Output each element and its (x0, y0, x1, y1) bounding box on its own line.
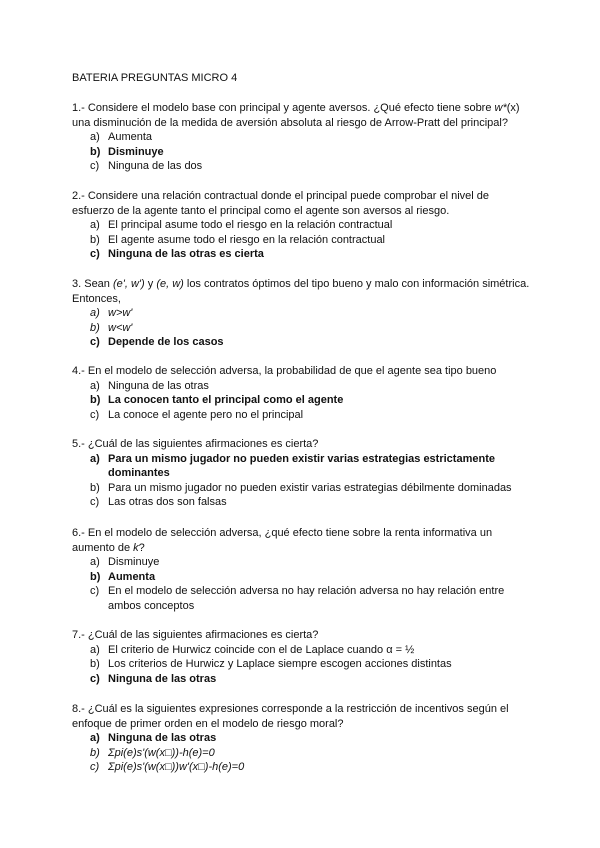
question-4-option-a: a) Ninguna de las otras (90, 379, 209, 392)
question-8-option-c: c) Σpi(e)s'(w(x□))w'(x□)-h(e)=0 (90, 761, 245, 774)
question-6-options (72, 555, 532, 613)
question-6-option-c: c) En el modelo de selección adversa no hay relación adversa no hay relación entre ambos conceptos (90, 585, 505, 612)
question-3-stem: 3. Sean (e', w') y (e, w) los contratos óptimos del tipo bueno y malo con información simétrica. Entonces, (72, 278, 530, 305)
question-1-stem: 1.- Considere el modelo base con principal y agente aversos. ¿Qué efecto tiene sobre w*(x) una disminución de la medida de aversión absoluta al riesgo de Arrow-Pratt del principal? (72, 102, 520, 129)
question-7-stem: 7.- ¿Cuál de las siguientes afirmaciones es cierta? (72, 629, 319, 641)
question-6-option-b: b) Aumenta (90, 570, 156, 583)
question-1-option-b: b) Disminuye (90, 145, 164, 158)
question-2-stem: 2.- Considere una relación contractual donde el principal puede comprobar el nivel de esfuerzo de la agente tanto el principal como el agente son aversos al riesgo. (72, 190, 490, 217)
question-3-option-a: a) w>w' (90, 307, 133, 320)
question-6-stem: 6.- En el modelo de selección adversa, ¿qué efecto tiene sobre la renta informativa un aumento de k? (72, 527, 493, 554)
question-3-option-b: b) w<w' (90, 321, 133, 334)
question-3 (72, 277, 532, 350)
question-3-options (72, 306, 532, 350)
question-8-option-a: a) Ninguna de las otras (90, 732, 217, 745)
question-1-options (72, 130, 532, 174)
question-7-option-b: b) Los criterios de Hurwicz y Laplace siempre escogen acciones distintas (90, 658, 452, 671)
question-8-options (72, 731, 532, 775)
question-4-option-b: b) La conocen tanto el principal como el agente (90, 394, 344, 407)
question-5-options (72, 452, 532, 510)
question-7 (72, 628, 532, 686)
question-4-option-c: c) La conoce el agente pero no el principal (90, 408, 304, 421)
question-4-stem: 4.- En el modelo de selección adversa, la probabilidad de que el agente sea tipo bueno (72, 365, 497, 377)
question-7-options (72, 643, 532, 687)
question-2-options (72, 218, 532, 262)
question-1-option-a: a) Aumenta (90, 131, 153, 144)
question-5-option-c: c) Las otras dos son falsas (90, 496, 227, 509)
question-8-stem: 8.- ¿Cuál es la siguientes expresiones corresponde a la restricción de incentivos según el enfoque de primer orden en el modelo de riesgo moral? (72, 703, 509, 730)
question-4-options (72, 379, 532, 423)
question-2-option-a: a) El principal asume todo el riesgo en la relación contractual (90, 219, 393, 232)
question-8-option-b: b) Σpi(e)s'(w(x□))-h(e)=0 (90, 746, 215, 759)
question-3-option-c: c) Depende de los casos (90, 336, 224, 349)
question-6 (72, 526, 532, 614)
question-8 (72, 702, 532, 775)
question-2-option-c: c) Ninguna de las otras es cierta (90, 248, 264, 261)
question-2 (72, 189, 532, 262)
question-1-option-c: c) Ninguna de las dos (90, 160, 203, 173)
question-5 (72, 437, 532, 510)
question-2-option-b: b) El agente asume todo el riesgo en la relación contractual (90, 233, 386, 246)
question-7-option-a: a) El criterio de Hurwicz coincide con el de Laplace cuando α = ½ (90, 643, 415, 656)
question-5-option-a: a) Para un mismo jugador no pueden existir varias estrategias estrictamente dominantes (90, 452, 495, 480)
document-title: BATERIA PREGUNTAS MICRO 4 (72, 72, 238, 84)
question-5-stem: 5.- ¿Cuál de las siguientes afirmaciones es cierta? (72, 438, 319, 450)
question-5-option-b: b) Para un mismo jugador no pueden existir varias estrategias débilmente dominadas (90, 481, 512, 494)
question-6-option-a: a) Disminuye (90, 556, 160, 569)
question-1 (72, 101, 532, 174)
question-4 (72, 364, 532, 422)
question-7-option-c: c) Ninguna de las otras (90, 672, 217, 685)
